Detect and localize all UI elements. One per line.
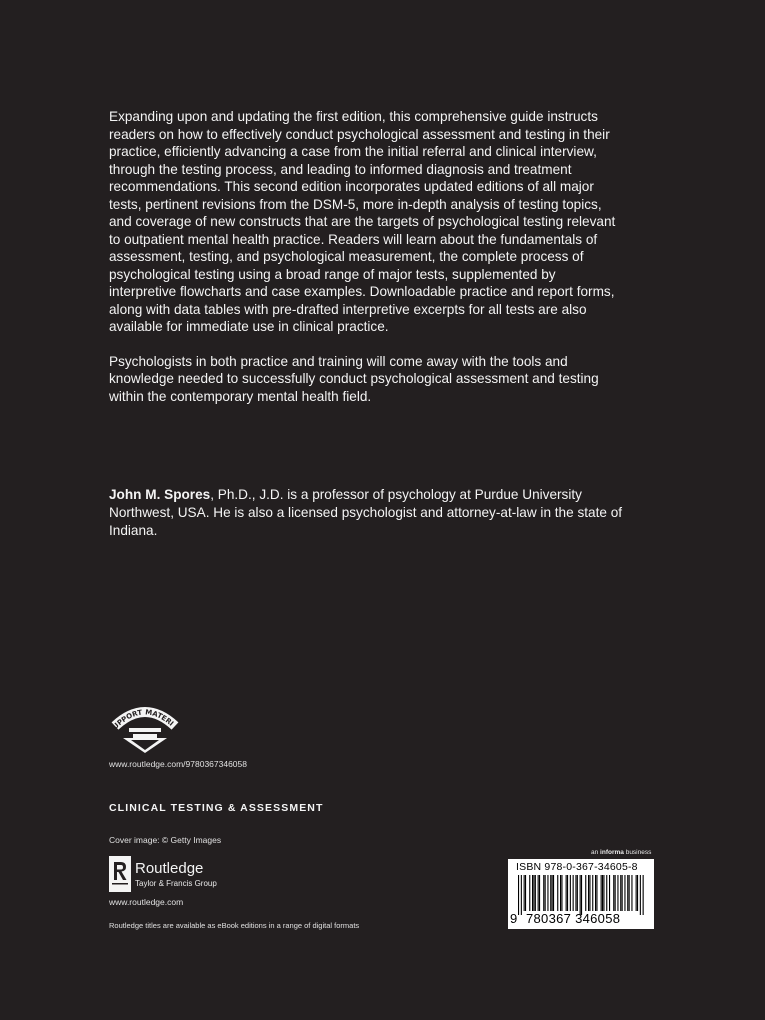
blurb-paragraph-1: Expanding upon and updating the first edition, this comprehensive guide instructs readers on how to effectively conduct psychological assessment and testing in their practice, efficiently advancing a case from the initial referral and clinical interview, through the testing process, and leading to informed diagnosis and treatment recommendations. This second edition incorporates updated editions of all major tests, pertinent revisions from the DSM-5, more in-depth analysis of testing topics, and coverage of new constructs that are the targets of psychological testing relevant to outpatient mental health practice. Readers will learn about the fundamentals of assessment, testing, and psychological measurement, the complete process of psychological testing using a broad range of major tests, supplemented by interpretive flowcharts and case examples. Downloadable practice and report forms, along with data tables with pre-drafted interpretive excerpts for all tests are also available for immediate use in clinical practice. <box>109 109 616 334</box>
barcode-digits: 780367 346058 <box>526 911 621 926</box>
routledge-logo <box>109 856 239 894</box>
cover-image-credit: Cover image: © Getty Images <box>109 835 222 845</box>
author-bio <box>109 486 629 540</box>
back-cover-blurb <box>109 108 619 422</box>
informa-business <box>591 849 651 856</box>
isbn-number: ISBN 978-0-367-34605-8 <box>516 861 638 873</box>
publisher-name: Routledge <box>135 860 204 877</box>
informa-prefix: an <box>591 849 599 856</box>
ebook-note: Routledge titles are available as eBook editions in a range of digital formats <box>109 921 360 930</box>
support-url[interactable]: www.routledge.com/9780367346058 <box>109 759 247 769</box>
blurb-paragraph-2: Psychologists in both practice and training will come away with the tools and knowledge needed to successfully conduct psychological assessment and testing within the contemporary mental health field. <box>109 353 599 404</box>
publisher-group: Taylor & Francis Group <box>135 879 217 888</box>
support-material-badge <box>109 702 181 754</box>
author-name: John M. Spores <box>109 487 211 502</box>
download-arrow-icon <box>109 702 181 754</box>
support-badge-text: UPPORT MATERI <box>111 708 176 732</box>
series-title: CLINICAL TESTING & ASSESSMENT <box>109 802 324 814</box>
publisher-url[interactable]: www.routledge.com <box>109 897 184 907</box>
barcode-lead-digit: 9 <box>510 911 518 926</box>
informa-brand: informa <box>600 849 624 856</box>
routledge-r-logo-icon <box>109 856 131 892</box>
barcode-bars <box>518 875 646 915</box>
isbn-barcode <box>508 859 654 929</box>
informa-suffix: business <box>625 849 652 856</box>
author-description: , Ph.D., J.D. is a professor of psychology at Purdue University Northwest, USA. He is also a licensed psychologist and attorney-at-law in the state of Indiana. <box>109 487 623 538</box>
